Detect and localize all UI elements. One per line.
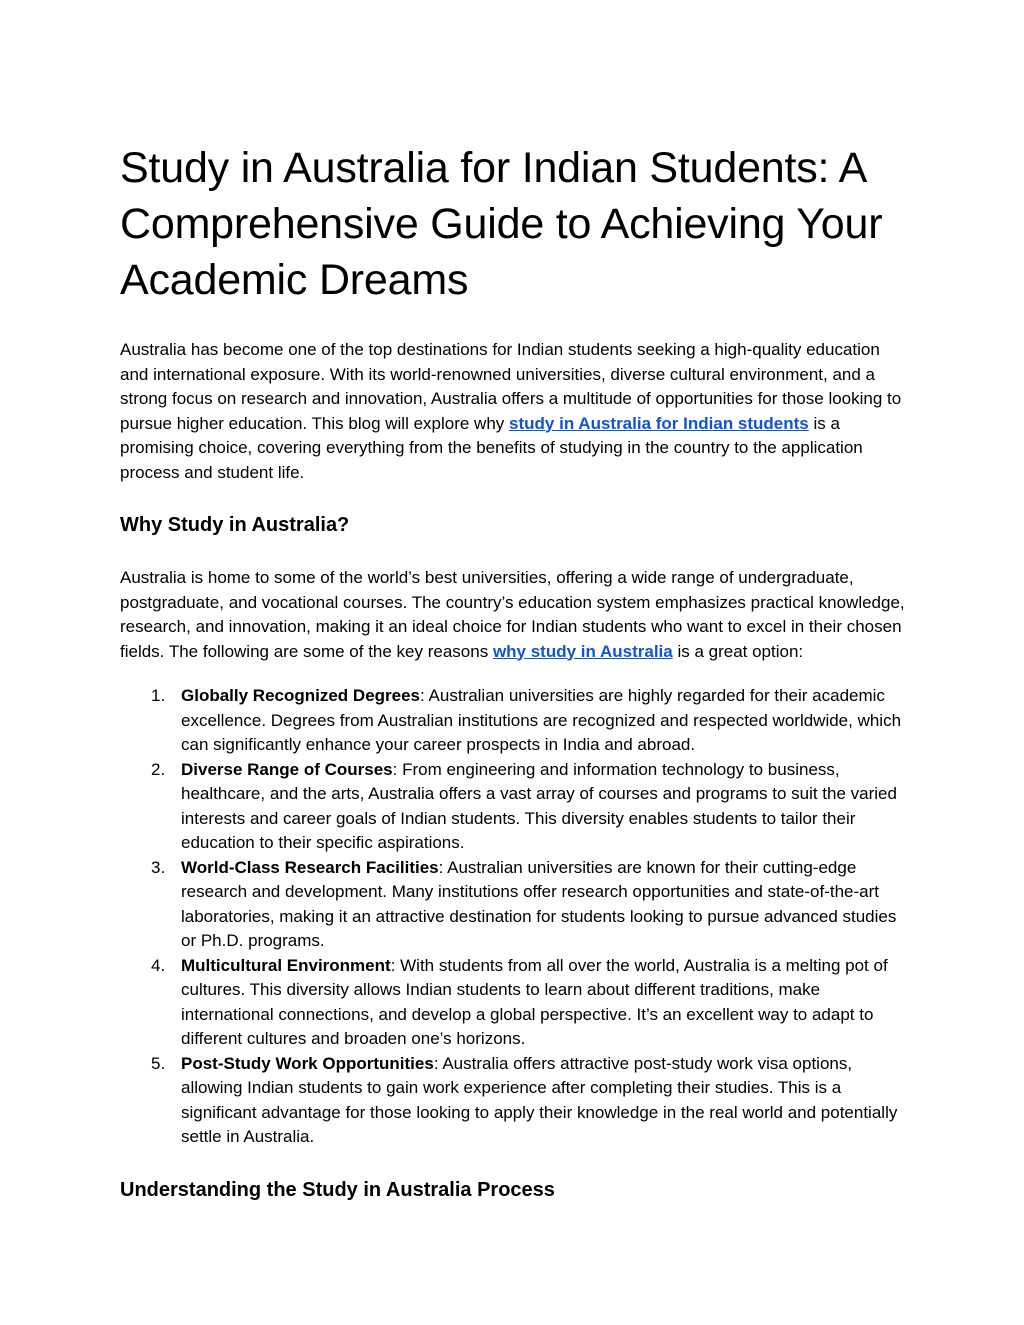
why-study-link[interactable]: why study in Australia (492, 641, 673, 661)
intro-paragraph (120, 338, 910, 485)
list-item-text: : Australia offers attractive post-study work visa options, allowing Indian students to gain work experience after completing their studies. This is a significant advantage for those looking to apply their knowledge in the real world and potentially settle in Australia. (181, 1053, 898, 1146)
list-item-text: : Australian universities are known for their cutting-edge research and development. Many institutions offer research opportunities and state-of-the-art laboratories, making it an attractive destination for students looking to pursue advanced studies or Ph.D. programs. (181, 857, 897, 950)
intro-text-before-link: Australia has become one of the top destinations for Indian students seeking a high-quality education and international exposure. With its world-renowned universities, diverse cultural environment, and a strong focus on research and innovation, Australia offers a multitude of opportunities for those looking to pursue higher education. This blog will explore why (120, 340, 902, 433)
list-item-text: : Australian universities are highly regarded for their academic excellence. Degrees from Australian institutions are recognized and respected worldwide, which can significantly enhance your career prospects in India and abroad. (181, 686, 902, 754)
list-item-number: 1. (151, 686, 166, 705)
process-heading: Understanding the Study in Australia Process (120, 1178, 555, 1201)
list-item (120, 856, 910, 954)
intro-text-after-link: is a promising choice, covering everything from the benefits of studying in the country to the application process and student life. (120, 413, 863, 482)
document-body (120, 140, 910, 1203)
list-item-title: Diverse Range of Courses (181, 759, 393, 779)
list-item (120, 954, 910, 1052)
list-item-title: Globally Recognized Degrees (181, 686, 421, 705)
list-item-text: : With students from all over the world, Australia is a melting pot of cultures. This diversity allows Indian students to learn about different traditions, make international connections, and develop a global perspective. It’s an excellent way to adapt to different cultures and broaden one’s horizons. (181, 955, 888, 1048)
why-study-paragraph (120, 566, 910, 664)
list-item-number: 4. (151, 955, 166, 975)
list-item (120, 1052, 910, 1150)
why-study-heading: Why Study in Australia? (120, 514, 350, 536)
why-text-before-link: Australia is home to some of the world’s best universities, offering a wide range of undergraduate, postgraduate, and vocational courses. The country’s education system emphasizes practical knowledge, research, and innovation, making it an ideal choice for Indian students who want to excel in their chosen fields. The following are some of the key reasons (120, 568, 905, 661)
list-item-text: : From engineering and information technology to business, healthcare, and the arts, Australia offers a vast array of courses and programs to suit the varied interests and career goals of Indian students. This diversity enables students to tailor their education to their specific aspirations. (181, 759, 897, 852)
study-in-australia-link[interactable]: study in Australia for Indian students (509, 413, 809, 433)
why-text-after-link: is a great option: (672, 641, 804, 661)
list-item (120, 684, 910, 758)
list-item (120, 758, 910, 856)
list-item-number: 3. (151, 857, 166, 877)
page-title: Study in Australia for Indian Students: A Comprehensive Guide to Achieving Your Academic Dreams (120, 144, 883, 304)
list-item-title: Post-Study Work Opportunities (181, 1053, 434, 1073)
list-item-title: Multicultural Environment (181, 955, 391, 975)
list-item-number: 5. (151, 1053, 166, 1073)
reasons-list (120, 684, 910, 1150)
list-item-number: 2. (151, 759, 166, 779)
list-item-title: World-Class Research Facilities (181, 857, 439, 877)
